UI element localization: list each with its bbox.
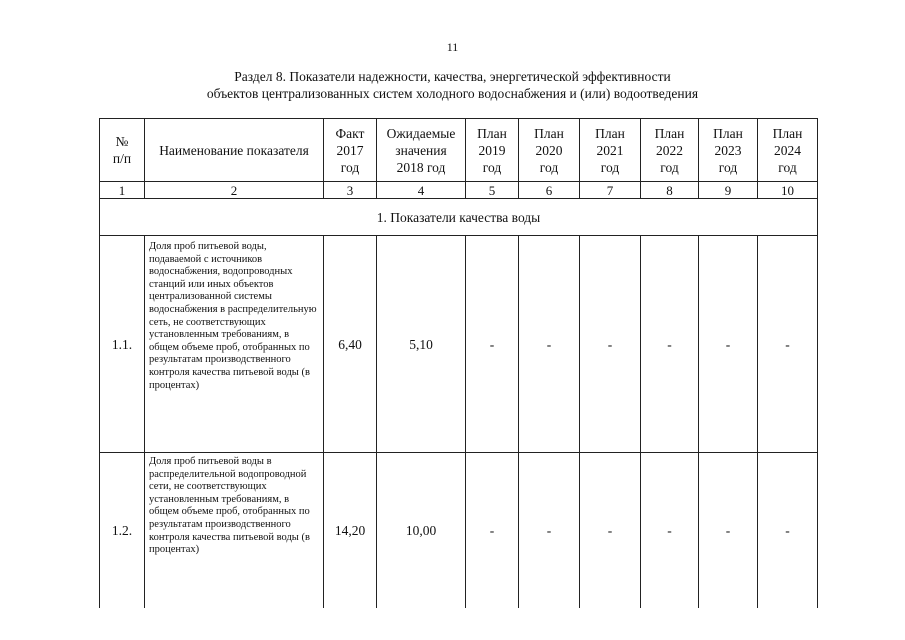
header-cell: План 2024 год [758,119,818,182]
header-cell: План 2022 год [641,119,699,182]
header-cell: План 2019 год [466,119,519,182]
title-line-1: Раздел 8. Показатели надежности, качества, энергетической эффективности [234,69,671,84]
header-row [100,119,818,182]
value-cell: - [519,236,580,453]
value-cell: - [466,236,519,453]
column-number: 10 [758,182,818,199]
row-index: 1.2. [100,453,145,609]
value-cell: 10,00 [377,453,466,609]
value-cell: - [580,236,641,453]
value-cell: - [641,453,699,609]
header-cell: № п/п [100,119,145,182]
title-line-2: объектов централизованных систем холодного водоснабжения и (или) водоотведения [206,86,699,101]
header-cell: Наименование показателя [145,119,324,182]
table-row [100,236,818,453]
header-cell: План 2023 год [699,119,758,182]
header-cell: Факт 2017 год [324,119,377,182]
column-number: 7 [580,182,641,199]
column-number: 3 [324,182,377,199]
value-cell: - [699,453,758,609]
header-cell: План 2021 год [580,119,641,182]
column-number: 1 [100,182,145,199]
indicators-table [99,118,818,608]
section-row [100,199,818,236]
row-index: 1.1. [100,236,145,453]
section-title [0,68,905,102]
table-row [100,453,818,609]
value-cell: 14,20 [324,453,377,609]
value-cell: 6,40 [324,236,377,453]
value-cell: - [580,453,641,609]
column-number-row [100,182,818,199]
header-cell: Ожидаемые значения 2018 год [377,119,466,182]
column-number: 2 [145,182,324,199]
column-number: 8 [641,182,699,199]
page-number: 11 [446,40,459,54]
value-cell: 5,10 [377,236,466,453]
value-cell: - [641,236,699,453]
header-cell: План 2020 год [519,119,580,182]
value-cell: - [466,453,519,609]
value-cell: - [758,236,818,453]
value-cell: - [699,236,758,453]
column-number: 4 [377,182,466,199]
value-cell: - [758,453,818,609]
indicator-name: Доля проб питьевой воды в распределительной водопроводной сети, не соответствующих установленным требованиям, в общем объеме проб, отобранных по результатам производственного контроля качества питьевой воды (в процентах) [145,453,324,609]
column-number: 9 [699,182,758,199]
column-number: 5 [466,182,519,199]
column-number: 6 [519,182,580,199]
section-heading: 1. Показатели качества воды [100,199,818,236]
indicator-name: Доля проб питьевой воды, подаваемой с источников водоснабжения, водопроводных станций или иных объектов централизованной системы водоснабжения в распределительную сеть, не соответствующих установленным требованиям, в общем объеме проб, отобранных по результатам производственного контроля качества питьевой воды (в процентах) [145,236,324,453]
value-cell: - [519,453,580,609]
